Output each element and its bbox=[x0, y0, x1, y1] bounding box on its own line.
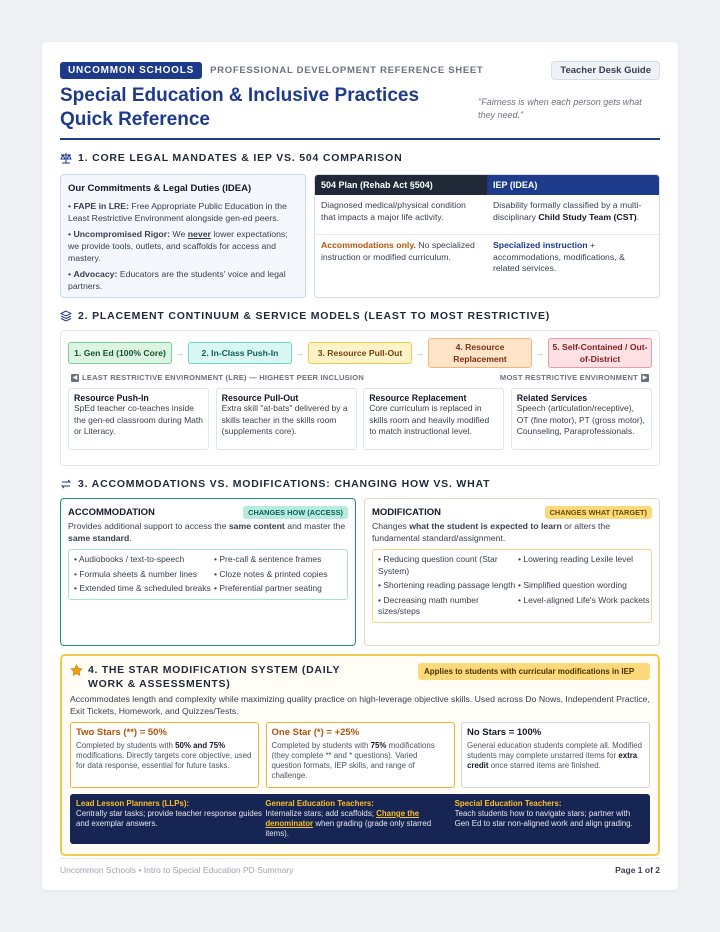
arrow-icon: → bbox=[176, 348, 184, 358]
service-title: Resource Push-In bbox=[74, 393, 149, 403]
arrow-icon: → bbox=[416, 348, 424, 358]
header-divider bbox=[60, 138, 660, 140]
card-text: General education students complete all. Modified students may complete unstarred items for extra credit once starred items are finished. bbox=[467, 741, 643, 770]
cell-iep-criteria: Disability formally classified by a multi-disciplinary Child Study Team (CST). bbox=[493, 200, 642, 222]
arrow-right-icon: ▶ bbox=[642, 374, 648, 381]
service-title: Resource Pull-Out bbox=[221, 393, 299, 403]
col-504-header: 504 Plan (Rehab Act §504) bbox=[315, 175, 487, 195]
card-title: Two Stars (**) = 50% bbox=[76, 727, 167, 738]
arrow-left-icon: ◀ bbox=[72, 374, 78, 381]
list-item: • Shortening reading passage length bbox=[378, 580, 516, 590]
page-footer bbox=[60, 858, 660, 875]
stage-pull-out: 3. Resource Pull-Out bbox=[308, 342, 412, 364]
role-gen-ed: General Education Teachers: Internalize stars; add scaffolds; Change the denominator when grading (grade only starred items). bbox=[265, 799, 432, 838]
list-item: • Pre-call & sentence frames bbox=[214, 554, 322, 564]
list-item: • Level-aligned Life's Work packets bbox=[518, 594, 650, 605]
duty-item: • Uncompromised Rigor: We never lower expectations; we provide tools, outlets, and scaffolds for access and mastery. bbox=[68, 229, 288, 263]
stage-gen-ed: 1. Gen Ed (100% Core) bbox=[68, 342, 172, 364]
list-item: • Lowering reading Lexile level bbox=[518, 554, 633, 564]
brand-badge: UNCOMMON SCHOOLS bbox=[60, 62, 202, 79]
stage-self-contained: 5. Self-Contained / Out-of-District bbox=[548, 338, 652, 368]
swap-icon bbox=[60, 478, 72, 490]
section-2-heading bbox=[60, 310, 660, 322]
role-llp: Lead Lesson Planners (LLPs): Centrally star tasks; provide teacher response guides and exemplar answers. bbox=[76, 799, 262, 828]
list-item: • Extended time & scheduled breaks bbox=[74, 583, 211, 593]
duties-title: Our Commitments & Legal Duties (IDEA) bbox=[68, 183, 252, 194]
card-text: Completed by students with 50% and 75% modifications. Directly targets core objective, used for data response, essential for future tasks. bbox=[76, 741, 252, 770]
accommodation-list bbox=[68, 549, 348, 600]
cell-504-services: Accommodations only. No specialized instruction or modified curriculum. bbox=[321, 240, 475, 262]
service-card bbox=[216, 388, 357, 450]
star-system-desc: Accommodates length and complexity while maximizing quality practice on high-leverage objective skills. Used across Do Nows, Independent Practice, Exit Tickets, Homework, and Quizzes/Tests. bbox=[70, 694, 650, 716]
cell-iep-services: Specialized instruction + accommodations, modifications, & related services. bbox=[493, 240, 625, 273]
lre-most-label: MOST RESTRICTIVE ENVIRONMENT bbox=[499, 373, 638, 382]
service-card bbox=[511, 388, 652, 450]
header-quote: "Fairness is when each person gets what they need." bbox=[478, 97, 642, 120]
service-text: Speech (articulation/receptive), OT (fine motor), PT (gross motor), Counseling, Paraprofessionals. bbox=[516, 403, 645, 436]
card-text: Completed by students with 75% modifications (they complete ** and * questions). Varied question formats, IEP skills, and range of challenge. bbox=[271, 741, 435, 780]
list-item: • Decreasing math number sizes/steps bbox=[378, 594, 479, 616]
service-text: Extra skill "at-bats" delivered by a skills teacher in the skills room (supplements core). bbox=[221, 403, 348, 436]
list-item: • Cloze notes & printed copies bbox=[214, 568, 328, 579]
list-item: • Simplified question wording bbox=[518, 580, 627, 590]
lre-least-label: LEAST RESTRICTIVE ENVIRONMENT (LRE) — HIGHEST PEER INCLUSION bbox=[82, 373, 365, 382]
desk-guide-badge: Teacher Desk Guide bbox=[551, 61, 660, 80]
list-item: • Preferential partner seating bbox=[214, 583, 322, 593]
one-star-card bbox=[266, 722, 455, 788]
layers-icon bbox=[60, 310, 72, 322]
service-text: Core curriculum is replaced in skills room and heavily modified to match instructional level. bbox=[369, 403, 490, 436]
col-iep-header: IEP (IDEA) bbox=[487, 175, 659, 195]
star-system-panel bbox=[60, 654, 660, 856]
stage-replacement: 4. Resource Replacement bbox=[428, 338, 532, 368]
section-1-title: 1. CORE LEGAL MANDATES & IEP VS. 504 COMPARISON bbox=[78, 152, 403, 164]
star-icon bbox=[70, 664, 83, 677]
duty-item: • Advocacy: Educators are the students' voice and legal partners. bbox=[68, 269, 286, 291]
applies-badge: Applies to students with curricular modifications in IEP bbox=[418, 663, 650, 680]
service-title: Related Services bbox=[516, 393, 588, 403]
sheet-subtitle: PROFESSIONAL DEVELOPMENT REFERENCE SHEET bbox=[210, 64, 484, 76]
modification-card bbox=[364, 498, 660, 646]
accommodation-card bbox=[60, 498, 356, 646]
section-2-title: 2. PLACEMENT CONTINUUM & SERVICE MODELS (LEAST TO MOST RESTRICTIVE) bbox=[78, 310, 551, 322]
list-item: • Reducing question count (Star System) bbox=[378, 554, 498, 576]
stage-push-in: 2. In-Class Push-In bbox=[188, 342, 292, 364]
section-3-heading bbox=[60, 478, 660, 490]
modification-tag: CHANGES WHAT (TARGET) bbox=[545, 506, 652, 519]
placement-continuum bbox=[60, 330, 660, 466]
footer-text: Uncommon Schools • Intro to Special Education PD Summary bbox=[60, 865, 294, 875]
service-text: SpEd teacher co-teaches inside the gen-ed classroom during Math or Literacy. bbox=[74, 403, 203, 436]
accommodation-tag: CHANGES HOW (ACCESS) bbox=[243, 506, 348, 519]
legal-duties-card bbox=[60, 174, 306, 298]
two-stars-card bbox=[70, 722, 259, 788]
accommodation-desc: Provides additional support to access the same content and master the same standard. bbox=[68, 521, 346, 543]
card-title: One Star (*) = +25% bbox=[271, 727, 360, 738]
accommodation-title: ACCOMMODATION bbox=[68, 506, 155, 518]
service-card bbox=[363, 388, 504, 450]
service-card bbox=[68, 388, 209, 450]
card-title: No Stars = 100% bbox=[467, 727, 542, 738]
page-number: Page 1 of 2 bbox=[615, 865, 660, 875]
arrow-icon: → bbox=[296, 348, 304, 358]
modification-desc: Changes what the student is expected to learn or alters the fundamental standard/assignment. bbox=[372, 521, 611, 543]
service-title: Resource Replacement bbox=[369, 393, 467, 403]
scales-icon bbox=[60, 152, 72, 164]
arrow-icon: → bbox=[536, 348, 544, 358]
cell-504-criteria: Diagnosed medical/physical condition that impacts a major life activity. bbox=[321, 200, 466, 222]
section-4-title: 4. THE STAR MODIFICATION SYSTEM (DAILY WORK & ASSESSMENTS) bbox=[88, 664, 340, 690]
section-1-heading bbox=[60, 152, 660, 164]
iep-504-comparison-table bbox=[314, 174, 660, 298]
reference-sheet bbox=[42, 42, 678, 890]
page-title: Special Education & Inclusive Practices Quick Reference bbox=[60, 85, 420, 130]
modification-list bbox=[372, 549, 652, 623]
roles-bar bbox=[70, 794, 650, 844]
duty-item: • FAPE in LRE: Free Appropriate Public Education in the Least Restrictive Environment alongside gen-ed peers. bbox=[68, 201, 287, 223]
list-item: • Formula sheets & number lines bbox=[74, 568, 197, 579]
role-sped: Special Education Teachers: Teach students how to navigate stars; partner with Gen Ed to star non-aligned work and align grading. bbox=[454, 799, 633, 828]
no-stars-card bbox=[461, 722, 650, 788]
section-3-title: 3. ACCOMMODATIONS VS. MODIFICATIONS: CHANGING HOW VS. WHAT bbox=[78, 478, 491, 490]
modification-title: MODIFICATION bbox=[372, 506, 441, 518]
list-item: • Audiobooks / text-to-speech bbox=[74, 554, 185, 564]
